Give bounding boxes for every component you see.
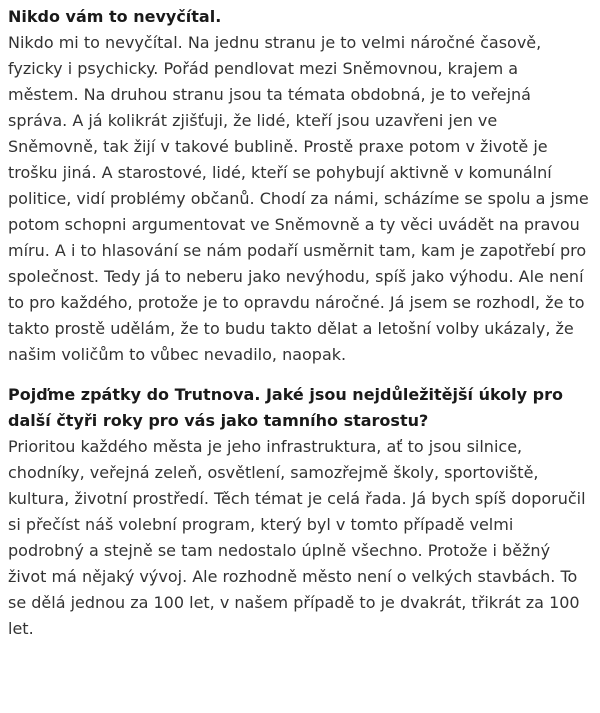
interview-answer: Nikdo mi to nevyčítal. Na jednu stranu je to velmi náročné časově, fyzicky i psychicky. Pořád pendlovat mezi Sněmovnou, krajem a městem. Na druhou stranu jsou ta témata obdobná, je to veřejná správa. A já kolikrát zjišťuji, že lidé, kteří jsou uzavřeni jen ve Sněmovně, tak žijí v takové bublině. Prostě praxe potom v životě je trošku jiná. A starostové, lidé, kteří se pohybují aktivně v komunální politice, vidí problémy občanů. Chodí za námi, scházíme se spolu a jsme potom schopni argumentovat ve Sněmovně a ty věci uvádět na pravou míru. A i to hlasování se nám podaří usměrnit tam, kam je zapotřebí pro společnost. Tedy já to neberu jako nevýhodu, spíš jako výhodu. Ale není to pro každého, protože je to opravdu náročné. Já jsem se rozhodl, že to takto prostě udělám, že to budu takto dělat a letošní volby ukázaly, že našim voličům to vůbec nevadilo, naopak. — [8, 33, 589, 364]
interview-question: Pojďme zpátky do Trutnova. Jaké jsou nejdůležitější úkoly pro další čtyři roky pro vás jako tamního starostu? — [8, 385, 563, 430]
interview-answer: Prioritou každého města je jeho infrastruktura, ať to jsou silnice, chodníky, veřejná zeleň, osvětlení, samozřejmě školy, sportoviště, kultura, životní prostředí. Těch témat je celá řada. Já bych spíš doporučil si přečíst náš volební program, který byl v tomto případě velmi podrobný a stejně se tam nedostalo úplně všechno. Protože i běžný život má nějaký vývoj. Ale rozhodně město není o velkých stavbách. To se dělá jednou za 100 let, v našem případě to je dvakrát, třikrát za 100 let. — [8, 437, 586, 638]
interview-question: Nikdo vám to nevyčítal. — [8, 7, 222, 26]
qa-block-2 — [8, 382, 592, 642]
qa-block-1 — [8, 4, 592, 368]
